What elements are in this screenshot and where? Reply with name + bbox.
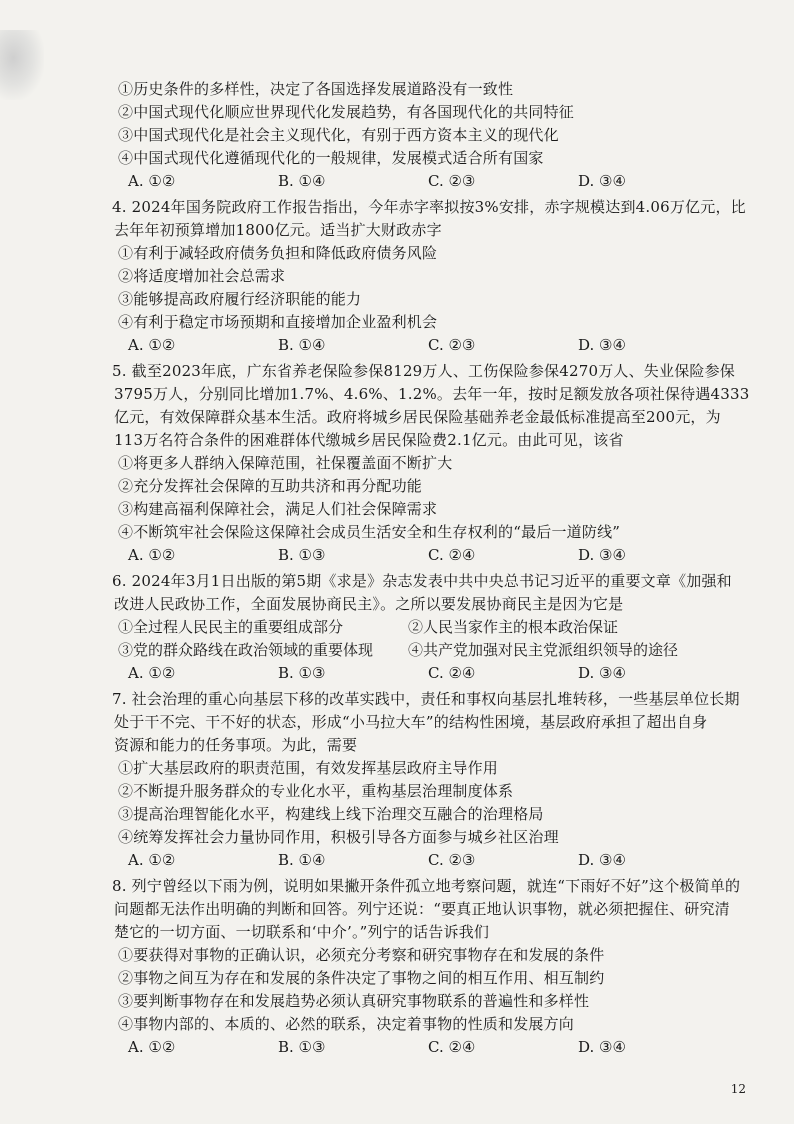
q6-choice-c: C. ②④ xyxy=(428,664,476,682)
q8-stem-line-1: 8. 列宁曾经以下雨为例，说明如果撇开条件孤立地考察问题，就连“下雨好不好”这个极简单的 xyxy=(112,877,741,895)
q5-choices xyxy=(114,544,754,567)
q7-option-4: ④统筹发挥社会力量协同作用，积极引导各方面参与城乡社区治理 xyxy=(118,828,559,846)
question-5 xyxy=(114,360,754,567)
q4-option-1: ①有利于减轻政府债务负担和降低政府债务风险 xyxy=(118,244,438,262)
q4-option-3: ③能够提高政府履行经济职能的能力 xyxy=(118,290,362,308)
q3-option-2: ②中国式现代化顺应世界现代化发展趋势，有各国现代化的共同特征 xyxy=(118,103,575,121)
q8-option-4: ④事物内部的、本质的、必然的联系，决定着事物的性质和发展方向 xyxy=(118,1015,575,1033)
q7-choices xyxy=(114,849,754,872)
q3-choice-c: C. ②③ xyxy=(428,172,476,190)
q4-option-2: ②将适度增加社会总需求 xyxy=(118,267,286,285)
q4-stem-line-2: 去年年初预算增加1800亿元。适当扩大财政赤字 xyxy=(114,221,442,239)
question-6 xyxy=(114,570,754,685)
q6-choice-b: B. ①③ xyxy=(278,664,326,682)
q6-choices xyxy=(114,662,754,685)
q4-choice-d: D. ③④ xyxy=(578,336,626,354)
q5-option-3: ③构建高福利保障社会，满足人们社会保障需求 xyxy=(118,500,438,518)
q8-option-2: ②事物之间互为存在和发展的条件决定了事物之间的相互作用、相互制约 xyxy=(118,969,605,987)
q8-option-3: ③要判断事物存在和发展趋势必须认真研究事物联系的普遍性和多样性 xyxy=(118,992,590,1010)
q6-option-2: ②人民当家作主的根本政治保证 xyxy=(408,618,619,636)
q4-stem-line-1: 4. 2024年国务院政府工作报告指出，今年赤字率拟按3%安排，赤字规模达到4.06万亿元，比 xyxy=(112,198,746,216)
question-8 xyxy=(114,875,754,1059)
q8-stem-line-3: 楚它的一切方面、一切联系和‘中介’。”列宁的话告诉我们 xyxy=(114,923,490,941)
scan-corner-shadow xyxy=(0,30,44,100)
q6-choice-a: A. ①② xyxy=(128,664,176,682)
question-3-continued xyxy=(114,78,754,193)
q8-choice-d: D. ③④ xyxy=(578,1038,626,1056)
q5-stem-line-3: 亿元，有效保障群众基本生活。政府将城乡居民保险基础养老金最低标准提高至200元，为 xyxy=(114,408,721,426)
q4-option-4: ④有利于稳定市场预期和直接增加企业盈利机会 xyxy=(118,313,438,331)
q8-choice-b: B. ①③ xyxy=(278,1038,326,1056)
q7-option-1: ①扩大基层政府的职责范围，有效发挥基层政府主导作用 xyxy=(118,759,499,777)
q3-choice-a: A. ①② xyxy=(128,172,176,190)
question-4 xyxy=(114,196,754,357)
q6-option-row-1 xyxy=(114,616,754,639)
page-number: 12 xyxy=(730,1082,746,1096)
q4-choice-b: B. ①④ xyxy=(278,336,326,354)
q5-stem-line-4: 113万名符合条件的困难群体代缴城乡居民保险费2.1亿元。由此可见，该省 xyxy=(114,431,624,449)
q5-choice-c: C. ②④ xyxy=(428,546,476,564)
q6-stem-line-2: 改进人民政协工作，全面发展协商民主》。之所以要发展协商民主是因为它是 xyxy=(114,595,624,613)
q4-choices xyxy=(114,334,754,357)
q6-choice-d: D. ③④ xyxy=(578,664,626,682)
q5-option-2: ②充分发挥社会保障的互助共济和再分配功能 xyxy=(118,477,423,495)
q6-option-1: ①全过程人民民主的重要组成部分 xyxy=(118,618,344,636)
q5-choice-d: D. ③④ xyxy=(578,546,626,564)
q8-choice-c: C. ②④ xyxy=(428,1038,476,1056)
q7-choice-d: D. ③④ xyxy=(578,851,626,869)
q3-choices xyxy=(114,170,754,193)
q3-option-1: ①历史条件的多样性，决定了各国选择发展道路没有一致性 xyxy=(118,80,514,98)
q7-stem-line-3: 资源和能力的任务事项。为此，需要 xyxy=(114,736,358,754)
q4-choice-a: A. ①② xyxy=(128,336,176,354)
q8-stem-line-2: 问题都无法作出明确的判断和回答。列宁还说：“要真正地认识事物，就必须把握住、研究清 xyxy=(114,900,730,918)
q6-stem-line-1: 6. 2024年3月1日出版的第5期《求是》杂志发表中共中央总书记习近平的重要文章《加强和 xyxy=(112,572,732,590)
question-7 xyxy=(114,688,754,872)
q7-option-2: ②不断提升服务群众的专业化水平，重构基层治理制度体系 xyxy=(118,782,514,800)
q5-choice-b: B. ①③ xyxy=(278,546,326,564)
q7-choice-b: B. ①④ xyxy=(278,851,326,869)
q5-choice-a: A. ①② xyxy=(128,546,176,564)
q3-choice-d: D. ③④ xyxy=(578,172,626,190)
q5-stem-line-1: 5. 截至2023年底，广东省养老保险参保8129万人、工伤保险参保4270万人、失业保险参保 xyxy=(112,362,736,380)
q6-option-3: ③党的群众路线在政治领域的重要体现 xyxy=(118,641,374,659)
q3-option-4: ④中国式现代化遵循现代化的一般规律，发展模式适合所有国家 xyxy=(118,149,544,167)
q7-choice-c: C. ②③ xyxy=(428,851,476,869)
q5-option-4: ④不断筑牢社会保险这保障社会成员生活安全和生存权利的“最后一道防线” xyxy=(118,523,621,541)
q7-stem-line-1: 7. 社会治理的重心向基层下移的改革实践中，责任和事权向基层扎堆转移，一些基层单位长期 xyxy=(112,690,740,708)
q8-choices xyxy=(114,1036,754,1059)
q7-option-3: ③提高治理智能化水平，构建线上线下治理交互融合的治理格局 xyxy=(118,805,544,823)
q8-option-1: ①要获得对事物的正确认识，必须充分考察和研究事物存在和发展的条件 xyxy=(118,946,605,964)
q6-option-4: ④共产党加强对民主党派组织领导的途径 xyxy=(408,641,679,659)
q7-stem-line-2: 处于干不完、干不好的状态，形成“小马拉大车”的结构性困境，基层政府承担了超出自身 xyxy=(114,713,708,731)
q5-stem-line-2: 3795万人，分别同比增加1.7%、4.6%、1.2%。去年一年，按时足额发放各项社保待遇4333 xyxy=(114,385,750,403)
q6-option-row-2 xyxy=(114,639,754,662)
q7-choice-a: A. ①② xyxy=(128,851,176,869)
q8-choice-a: A. ①② xyxy=(128,1038,176,1056)
q5-option-1: ①将更多人群纳入保障范围，社保覆盖面不断扩大 xyxy=(118,454,453,472)
q4-choice-c: C. ②③ xyxy=(428,336,476,354)
q3-option-3: ③中国式现代化是社会主义现代化，有别于西方资本主义的现代化 xyxy=(118,126,559,144)
q3-choice-b: B. ①④ xyxy=(278,172,326,190)
